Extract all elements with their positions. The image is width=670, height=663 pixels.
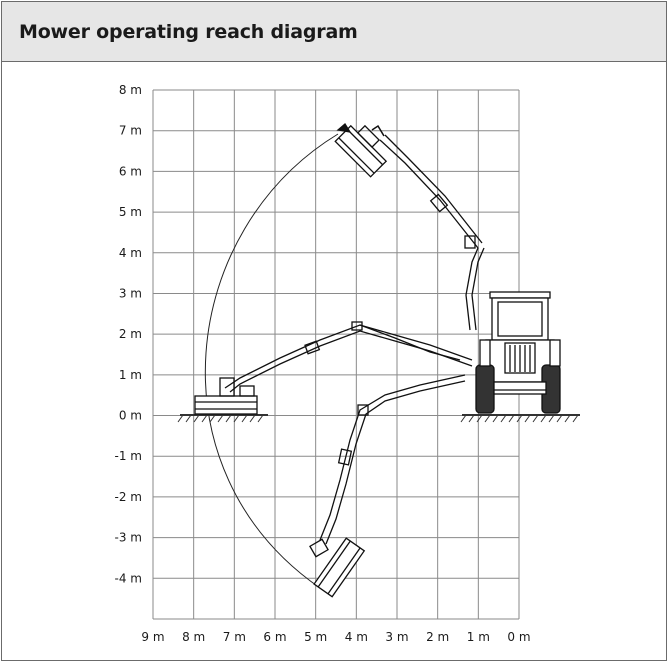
arm-max-height: [335, 119, 484, 330]
x-tick-label: 8 m: [182, 630, 206, 644]
tractor: [476, 292, 560, 413]
y-tick-label: 3 m: [118, 286, 142, 301]
x-tick-label: 9 m: [141, 630, 165, 644]
y-tick-label: 4 m: [118, 245, 142, 260]
x-tick-label: 6 m: [263, 630, 287, 644]
x-tick-label: 1 m: [466, 630, 490, 644]
x-tick-label: 5 m: [304, 630, 328, 644]
page-title: Mower operating reach diagram: [19, 21, 358, 43]
y-tick-label: 7 m: [118, 123, 142, 138]
ground-right: [461, 415, 580, 422]
x-tick-label: 3 m: [385, 630, 409, 644]
arm-horizontal: [195, 322, 472, 414]
y-tick-label: 0 m: [118, 408, 142, 423]
grid: [153, 90, 519, 619]
y-axis: [115, 83, 142, 585]
arm-max-depth: [310, 375, 465, 597]
y-tick-label: 1 m: [118, 367, 142, 382]
x-tick-label: 2 m: [426, 630, 450, 644]
x-tick-label: 7 m: [222, 630, 246, 644]
y-tick-label: -4 m: [114, 571, 142, 586]
y-tick-label: 5 m: [118, 205, 142, 220]
x-axis: [141, 630, 530, 644]
y-tick-label: 2 m: [118, 327, 142, 342]
reach-envelope-arc: [205, 134, 338, 588]
x-tick-label: 4 m: [344, 630, 368, 644]
y-tick-label: -1 m: [114, 449, 142, 464]
y-tick-label: -2 m: [114, 489, 142, 504]
x-tick-label: 0 m: [507, 630, 531, 644]
y-tick-label: 8 m: [118, 83, 142, 97]
y-tick-label: 6 m: [118, 164, 142, 179]
y-tick-label: -3 m: [114, 530, 142, 545]
ground-left: [178, 415, 268, 422]
